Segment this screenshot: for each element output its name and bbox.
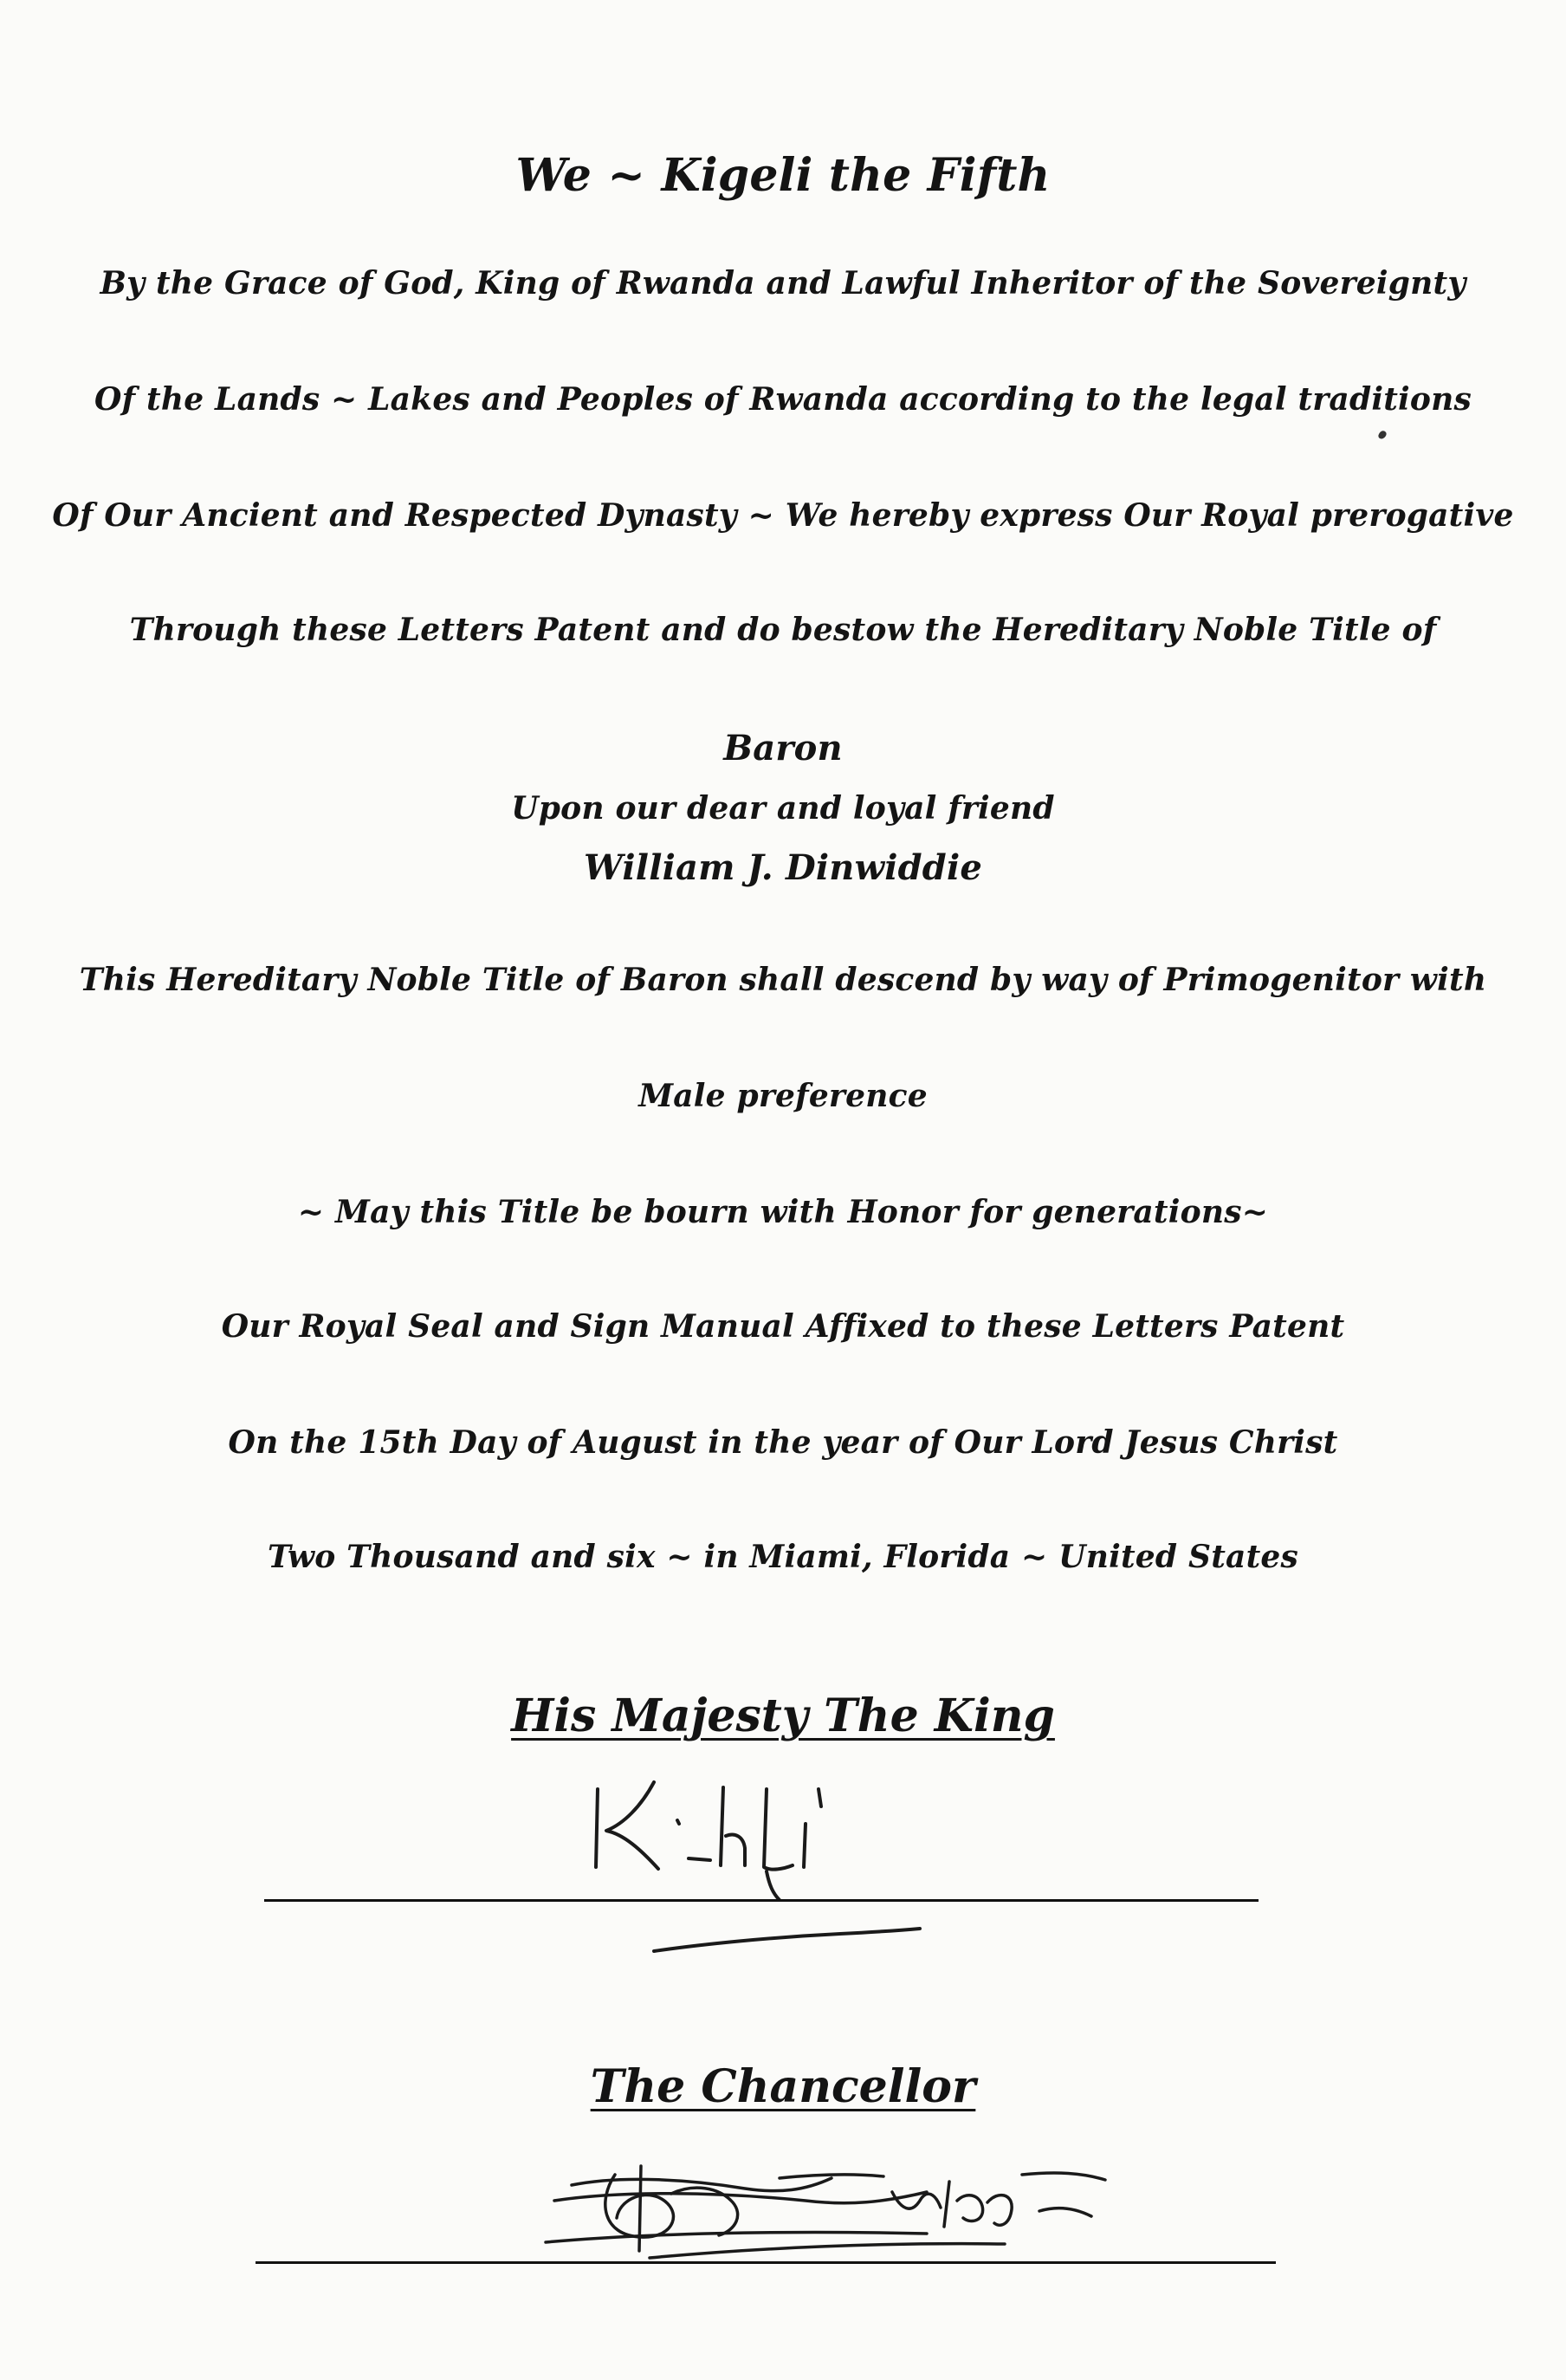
descent-line-1: This Hereditary Noble Title of Baron shall descend by way of Primogenitor with [79,962,1487,998]
chancellor-signature-line [256,2261,1276,2264]
king-heading: His Majesty The King [511,1689,1055,1742]
recipient-name: William J. Dinwiddie [583,847,982,888]
preamble-line-1: By the Grace of God, King of Rwanda and Lawful Inheritor of the Sovereignty [100,265,1466,302]
document-title: We ~ Kigeli the Fifth [515,149,1051,202]
closing-line-1: Our Royal Seal and Sign Manual Affixed to these Letters Patent [221,1308,1345,1345]
chancellor-heading: The Chancellor [590,2060,976,2113]
preamble-line-4: Through these Letters Patent and do bestow the Hereditary Noble Title of [129,612,1437,648]
chancellor-signature [520,2140,1126,2287]
preamble-line-2: Of the Lands ~ Lakes and Peoples of Rwanda according to the legal traditions [94,381,1472,418]
king-signature [572,1772,918,1902]
descent-line-2: Male preference [638,1078,928,1114]
granted-title: Baron [723,728,843,768]
king-flourish [650,1925,927,1960]
closing-line-2: On the 15th Day of August in the year of Our Lord Jesus Christ [228,1424,1338,1461]
upon-line: Upon our dear and loyal friend [511,790,1055,827]
preamble-line-3: Of Our Ancient and Respected Dynasty ~ We hereby express Our Royal prerogative [52,497,1514,534]
king-signature-line [264,1899,1259,1902]
blessing-line: ~ May this Title be bourn with Honor for generations~ [297,1194,1269,1230]
closing-line-3: Two Thousand and six ~ in Miami, Florida ~ United States [268,1539,1298,1575]
ink-speck [1377,430,1388,441]
